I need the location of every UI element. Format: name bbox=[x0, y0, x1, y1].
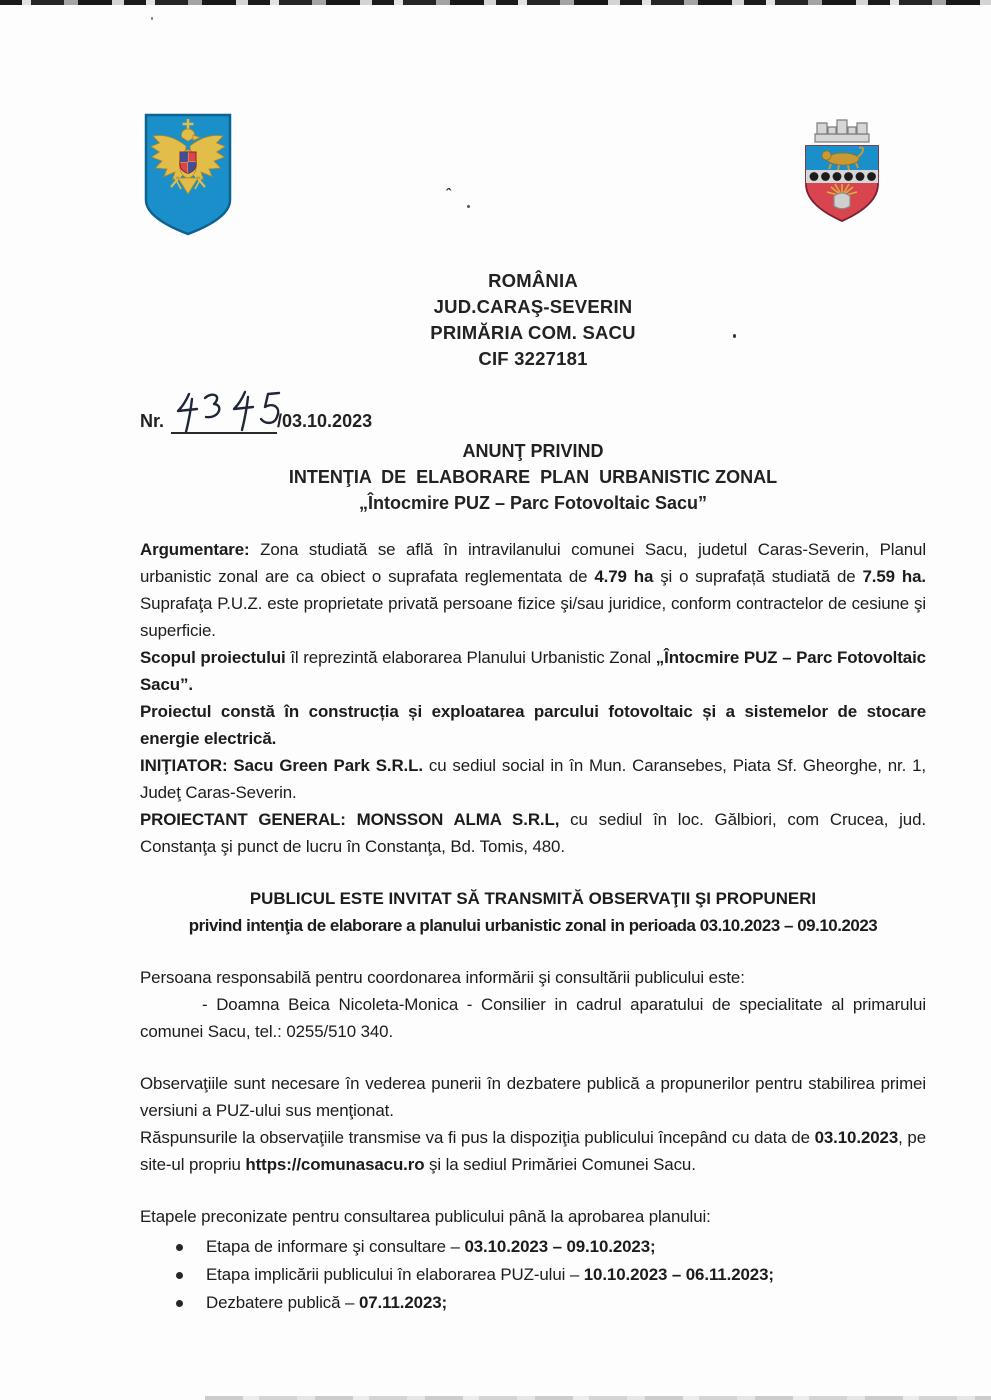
stages-section bbox=[140, 1203, 926, 1317]
responses-paragraph: Răspunsurile la observaţiile transmise va fi pus la dispoziţia publicului începând cu data de 03.10.2023, pe site-ul propriu https://comunasacu.ro şi la sediul Primăriei Comunei Sacu. bbox=[140, 1128, 926, 1174]
contact-section bbox=[140, 964, 926, 1045]
letterhead-county: JUD.CARAŞ-SEVERIN bbox=[433, 296, 633, 317]
registration-number-label: Nr. bbox=[140, 411, 165, 431]
list-item bbox=[140, 1289, 926, 1317]
stage-text: Etapa de informare şi consultare – 03.10.2023 – 09.10.2023; bbox=[206, 1237, 656, 1256]
paragraph-scopul: Scopul proiectului îl reprezintă elaborarea Planului Urbanistic Zonal „Întocmire PUZ – Parc Fotovoltaic Sacu”. bbox=[140, 648, 926, 694]
paragraph-initiator: INIŢIATOR: Sacu Green Park S.R.L. cu sediul social in în Mun. Caransebes, Piata Sf. Gheorghe, nr. 1, Judeţ Caras-Severin. bbox=[140, 756, 926, 802]
paragraph-argumentare: Argumentare: Zona studiată se află în intravilanului comunei Sacu, judetul Caras-Severin, Planul urbanistic zonal are ca obiect o suprafata reglementata de 4.79 ha şi o suprafață studiată de 7.59 ha. Suprafaţa P.U.Z. este proprietate privată persoane fizice şi/sau juridice, conform contractelor de cesiune şi superficie. bbox=[140, 540, 926, 640]
invitation-line1: PUBLICUL ESTE INVITAT SĂ TRANSMITĂ OBSERVAŢII ŞI PROPUNERI bbox=[249, 889, 817, 908]
observations-paragraph: Observaţiile sunt necesare în vederea punerii în dezbatere publică a propunerilor pentru stabilirea primei versiuni a PUZ-ului sus menţionat. bbox=[140, 1074, 926, 1120]
stage-text: Etapa implicării publicului în elaborarea PUZ-ului – 10.10.2023 – 06.11.2023; bbox=[206, 1265, 774, 1284]
contact-person: - Doamna Beica Nicoleta-Monica - Consilier in cadrul aparatului de specialitate al primarului comunei Sacu, tel.: 0255/510 340. bbox=[140, 995, 926, 1041]
list-item bbox=[140, 1233, 926, 1261]
title-line3: „Întocmire PUZ – Parc Fotovoltaic Sacu” bbox=[358, 493, 708, 513]
bullet-icon bbox=[176, 1272, 183, 1279]
letterhead bbox=[140, 0, 926, 372]
scan-artifact-bottom-edge bbox=[205, 1396, 991, 1400]
observations-section bbox=[140, 1070, 926, 1178]
scan-caret-mark: ˆ bbox=[446, 186, 451, 203]
public-invitation bbox=[140, 885, 926, 939]
letterhead-institution: PRIMĂRIA COM. SACU bbox=[430, 322, 636, 343]
stages-intro: Etapele preconizate pentru consultarea publicului până la aprobarea planului: bbox=[140, 1207, 711, 1226]
letterhead-country: ROMÂNIA bbox=[488, 270, 578, 291]
letterhead-cif: CIF 3227181 bbox=[478, 348, 588, 369]
contact-intro: Persoana responsabilă pentru coordonarea informării şi consultării publicului este: bbox=[140, 968, 745, 987]
body-paragraphs bbox=[140, 536, 926, 860]
document-content bbox=[140, 0, 926, 1317]
bullet-icon bbox=[176, 1244, 183, 1251]
handwritten-registration-number bbox=[171, 396, 277, 434]
paragraph-proiectant: PROIECTANT GENERAL: MONSSON ALMA S.R.L, cu sediul în loc. Gălbiori, com Crucea, jud. Constanţa şi punct de lucru în Constanţa, Bd. Tomis, 480. bbox=[140, 810, 926, 856]
stages-list bbox=[140, 1233, 926, 1317]
title-line1: ANUNŢ PRIVIND bbox=[462, 441, 604, 461]
stage-text: Dezbatere publică – 07.11.2023; bbox=[206, 1293, 448, 1312]
bullet-icon bbox=[176, 1300, 183, 1307]
list-item bbox=[140, 1261, 926, 1289]
registration-date: /03.10.2023 bbox=[277, 411, 373, 431]
paragraph-proiectul: Proiectul constă în construcția și exploatarea parcului fotovoltaic și a sistemelor de stocare energie electrică. bbox=[140, 702, 926, 748]
title-line2: INTENŢIA DE ELABORARE PLAN URBANISTIC ZONAL bbox=[288, 467, 778, 487]
registration-row bbox=[140, 396, 926, 434]
announcement-title bbox=[140, 438, 926, 516]
invitation-line2: privind intenţia de elaborare a planului urbanistic zonal in perioada 03.10.2023 – 09.10.2023 bbox=[188, 916, 878, 935]
